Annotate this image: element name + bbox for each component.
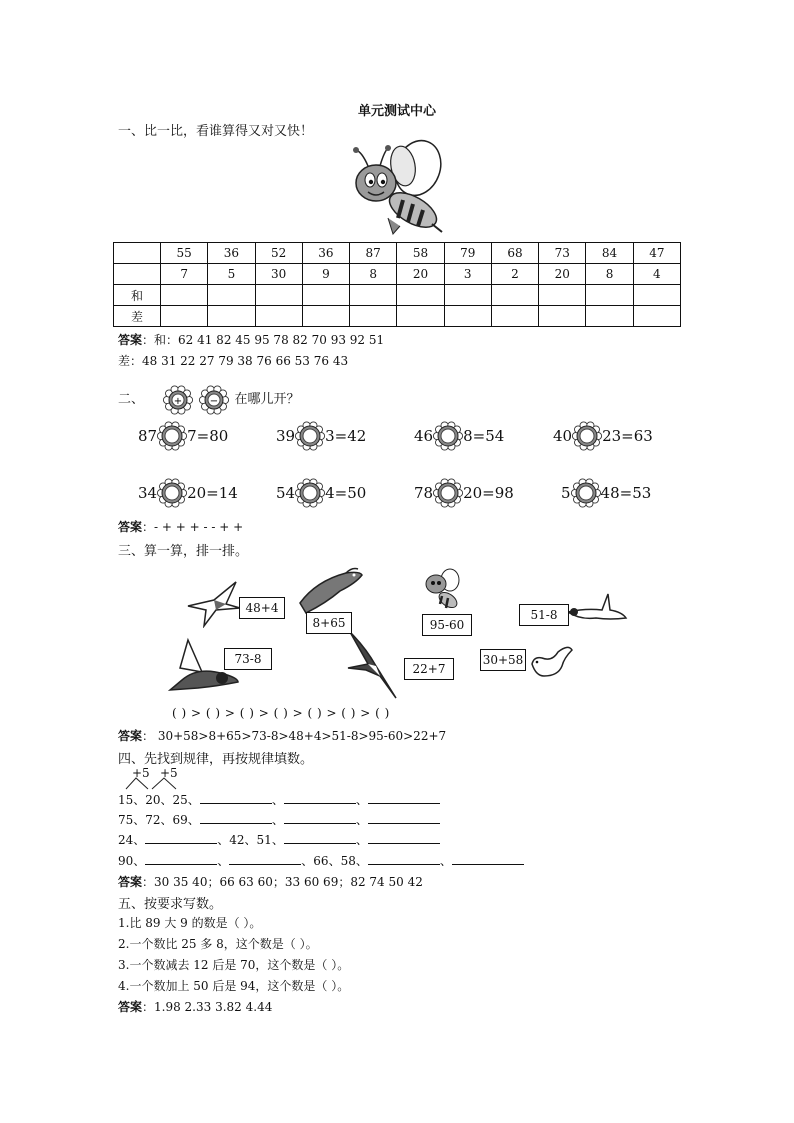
minus-symbol: − — [210, 395, 219, 407]
answer-cell[interactable] — [491, 306, 538, 327]
flying-bird-icon — [566, 590, 628, 630]
fill-blank[interactable] — [229, 852, 301, 865]
diving-swallow-icon — [346, 630, 402, 700]
sum-row-label: 和 — [114, 285, 161, 306]
answer-label: 答案 — [118, 875, 143, 889]
plus-sun-icon — [162, 384, 194, 416]
sun-blank-icon[interactable] — [156, 420, 188, 452]
pattern-given: 90、 — [118, 854, 146, 868]
separator: 、 — [271, 793, 284, 807]
operand-left: 87 — [138, 427, 158, 445]
heading-suffix: 在哪儿开？ — [234, 392, 300, 407]
answer-text: ：30 35 40；66 63 60；33 60 69；82 74 50 42 — [142, 875, 423, 889]
equation — [276, 420, 366, 450]
pattern-given: 、66、58、 — [301, 854, 368, 868]
operand-right: 20=14 — [187, 484, 238, 502]
answer-cell[interactable] — [633, 306, 680, 327]
fill-blank[interactable] — [284, 791, 356, 804]
operand-right: 4=50 — [325, 484, 367, 502]
pattern-given: 75、72、69、 — [118, 813, 200, 827]
answer-cell[interactable] — [350, 306, 397, 327]
fill-blank[interactable] — [284, 811, 356, 824]
answer-cell[interactable] — [302, 306, 349, 327]
table-row — [114, 285, 681, 306]
separator: 、 — [271, 813, 284, 827]
table-cell: 68 — [491, 243, 538, 264]
table-cell — [114, 264, 161, 285]
table-cell: 8 — [586, 264, 633, 285]
section3-answer — [118, 727, 446, 744]
question-item: 2.一个数比 25 多 8，这个数是（ ）。 — [118, 937, 318, 951]
diff-row-label: 差 — [114, 306, 161, 327]
operand-left: 34 — [138, 484, 158, 502]
table-cell: 20 — [397, 264, 444, 285]
answer-cell[interactable] — [444, 285, 491, 306]
operand-right: 8=54 — [463, 427, 505, 445]
sun-blank-icon[interactable] — [432, 420, 464, 452]
operand-left: 40 — [553, 427, 573, 445]
sun-blank-icon[interactable] — [294, 420, 326, 452]
equation — [276, 477, 366, 507]
pattern-line-4 — [118, 852, 524, 869]
section5-heading: 五、按要求写数。 — [118, 897, 223, 912]
order-line[interactable]: ( ) > ( ) > ( ) > ( ) > ( ) > ( ) > ( ) — [172, 706, 390, 720]
section3-heading: 三、算一算，排一排。 — [118, 544, 249, 559]
pattern-given: 15、20、25、 — [118, 793, 200, 807]
hint-plus-5-first: +5 — [132, 766, 150, 780]
sun-blank-icon[interactable] — [294, 477, 326, 509]
fill-blank[interactable] — [284, 831, 356, 844]
table-cell — [114, 243, 161, 264]
pattern-given: 、42、51、 — [217, 833, 284, 847]
operand-right: 48=53 — [600, 484, 652, 502]
expression-box: 30+58 — [480, 649, 526, 671]
table-row — [114, 306, 681, 327]
question-item: 4.一个数加上 50 后是 94，这个数是（ ）。 — [118, 979, 350, 993]
small-bee-icon — [422, 568, 462, 614]
separator: 、 — [355, 793, 368, 807]
answer-text: ：- + + + - - + + — [142, 520, 244, 534]
answer-cell[interactable] — [208, 285, 255, 306]
equation — [414, 420, 504, 450]
sun-blank-icon[interactable] — [432, 477, 464, 509]
fill-blank[interactable] — [145, 831, 217, 844]
swallow-bird-icon — [186, 578, 242, 628]
answer-cell[interactable] — [255, 285, 302, 306]
question-item: 1.比 89 大 9 的数是（ ）。 — [118, 916, 262, 930]
page-title: 单元测试中心 — [357, 104, 436, 119]
expression-box: 73-8 — [224, 648, 272, 670]
equation — [553, 420, 653, 450]
answer-cell[interactable] — [586, 285, 633, 306]
table-cell: 8 — [350, 264, 397, 285]
minus-sun-icon — [198, 384, 230, 416]
answer-cell[interactable] — [397, 306, 444, 327]
calc-table — [113, 242, 681, 327]
fill-blank[interactable] — [368, 831, 440, 844]
answer-cell[interactable] — [208, 306, 255, 327]
expression-box: 48+4 — [239, 597, 285, 619]
answer-cell[interactable] — [586, 306, 633, 327]
answer-label: 答案 — [118, 729, 143, 743]
answer-cell[interactable] — [491, 285, 538, 306]
answer-text: ：和：62 41 82 45 95 78 82 70 93 92 51 — [142, 333, 385, 347]
table-cell: 55 — [161, 243, 208, 264]
answer-cell[interactable] — [397, 285, 444, 306]
operand-left: 5 — [561, 484, 571, 502]
answer-text: ：1.98 2.33 3.82 4.44 — [142, 1000, 273, 1014]
table-cell: 5 — [208, 264, 255, 285]
sun-blank-icon[interactable] — [570, 477, 602, 509]
section4-heading: 四、先找到规律，再按规律填数。 — [118, 752, 314, 767]
question-item: 3.一个数减去 12 后是 70，这个数是（ ）。 — [118, 958, 350, 972]
sparrow-bird-icon — [296, 563, 366, 615]
fill-blank[interactable] — [368, 811, 440, 824]
table-cell: 73 — [539, 243, 586, 264]
operand-right: 20=98 — [463, 484, 514, 502]
section2-answer — [118, 518, 243, 535]
section5-answer — [118, 998, 272, 1015]
table-cell: 47 — [633, 243, 680, 264]
equation — [138, 477, 238, 507]
operand-left: 46 — [414, 427, 434, 445]
table-cell: 20 — [539, 264, 586, 285]
heading-prefix: 二、 — [118, 392, 145, 407]
pattern-given: 24、 — [118, 833, 146, 847]
table-cell: 9 — [302, 264, 349, 285]
table-cell: 30 — [255, 264, 302, 285]
separator: 、 — [439, 854, 452, 868]
fill-blank[interactable] — [452, 852, 524, 865]
table-cell: 7 — [161, 264, 208, 285]
operand-right: 23=63 — [602, 427, 653, 445]
section1-answer-diff: 差：48 31 22 27 79 38 76 66 53 76 43 — [118, 354, 349, 368]
table-cell: 87 — [350, 243, 397, 264]
answer-label: 答案 — [118, 1000, 143, 1014]
answer-label: 答案 — [118, 333, 143, 347]
fill-blank[interactable] — [200, 811, 272, 824]
table-cell: 52 — [255, 243, 302, 264]
pattern-arrows — [120, 776, 192, 790]
sun-blank-icon[interactable] — [571, 420, 603, 452]
answer-cell[interactable] — [302, 285, 349, 306]
fill-blank[interactable] — [200, 791, 272, 804]
pattern-line-2 — [118, 811, 440, 828]
operand-left: 39 — [276, 427, 296, 445]
table-cell: 58 — [397, 243, 444, 264]
section1-heading: 一、比一比，看谁算得又对又快！ — [118, 124, 314, 139]
expression-box: 95-60 — [422, 614, 472, 636]
hint-plus-5-second: +5 — [160, 766, 178, 780]
table-cell: 2 — [491, 264, 538, 285]
fill-blank[interactable] — [368, 852, 440, 865]
answer-cell[interactable] — [633, 285, 680, 306]
table-row — [114, 264, 681, 285]
equation — [414, 477, 514, 507]
answer-cell[interactable] — [444, 306, 491, 327]
section4-answer — [118, 873, 423, 890]
separator: 、 — [355, 833, 368, 847]
table-cell: 4 — [633, 264, 680, 285]
bee-illustration — [348, 138, 448, 238]
pattern-line-3 — [118, 831, 440, 848]
answer-label: 答案 — [118, 520, 143, 534]
fill-blank[interactable] — [368, 791, 440, 804]
equation — [138, 420, 228, 450]
dove-bird-icon — [528, 640, 574, 682]
answer-cell[interactable] — [255, 306, 302, 327]
answer-cell[interactable] — [161, 285, 208, 306]
section2-heading — [118, 382, 299, 418]
table-cell: 36 — [302, 243, 349, 264]
expression-box: 51-8 — [519, 604, 569, 626]
fill-blank[interactable] — [145, 852, 217, 865]
equation — [561, 477, 651, 507]
answer-cell[interactable] — [161, 306, 208, 327]
operand-left: 54 — [276, 484, 296, 502]
expression-box: 22+7 — [404, 658, 454, 680]
table-row — [114, 243, 681, 264]
separator: 、 — [355, 813, 368, 827]
table-cell: 3 — [444, 264, 491, 285]
answer-cell[interactable] — [350, 285, 397, 306]
sun-blank-icon[interactable] — [156, 477, 188, 509]
table-cell: 79 — [444, 243, 491, 264]
operand-right: 3=42 — [325, 427, 367, 445]
table-cell: 84 — [586, 243, 633, 264]
operand-right: 7=80 — [187, 427, 229, 445]
answer-cell[interactable] — [539, 285, 586, 306]
plus-symbol: + — [173, 395, 183, 407]
answer-cell[interactable] — [539, 306, 586, 327]
answer-text: ： 30+58>8+65>73-8>48+4>51-8>95-60>22+7 — [142, 729, 447, 743]
expression-box: 8+65 — [306, 612, 352, 634]
section1-answer-sum — [118, 331, 384, 348]
separator: 、 — [217, 854, 230, 868]
pattern-line-1 — [118, 791, 440, 808]
operand-left: 78 — [414, 484, 434, 502]
table-cell: 36 — [208, 243, 255, 264]
